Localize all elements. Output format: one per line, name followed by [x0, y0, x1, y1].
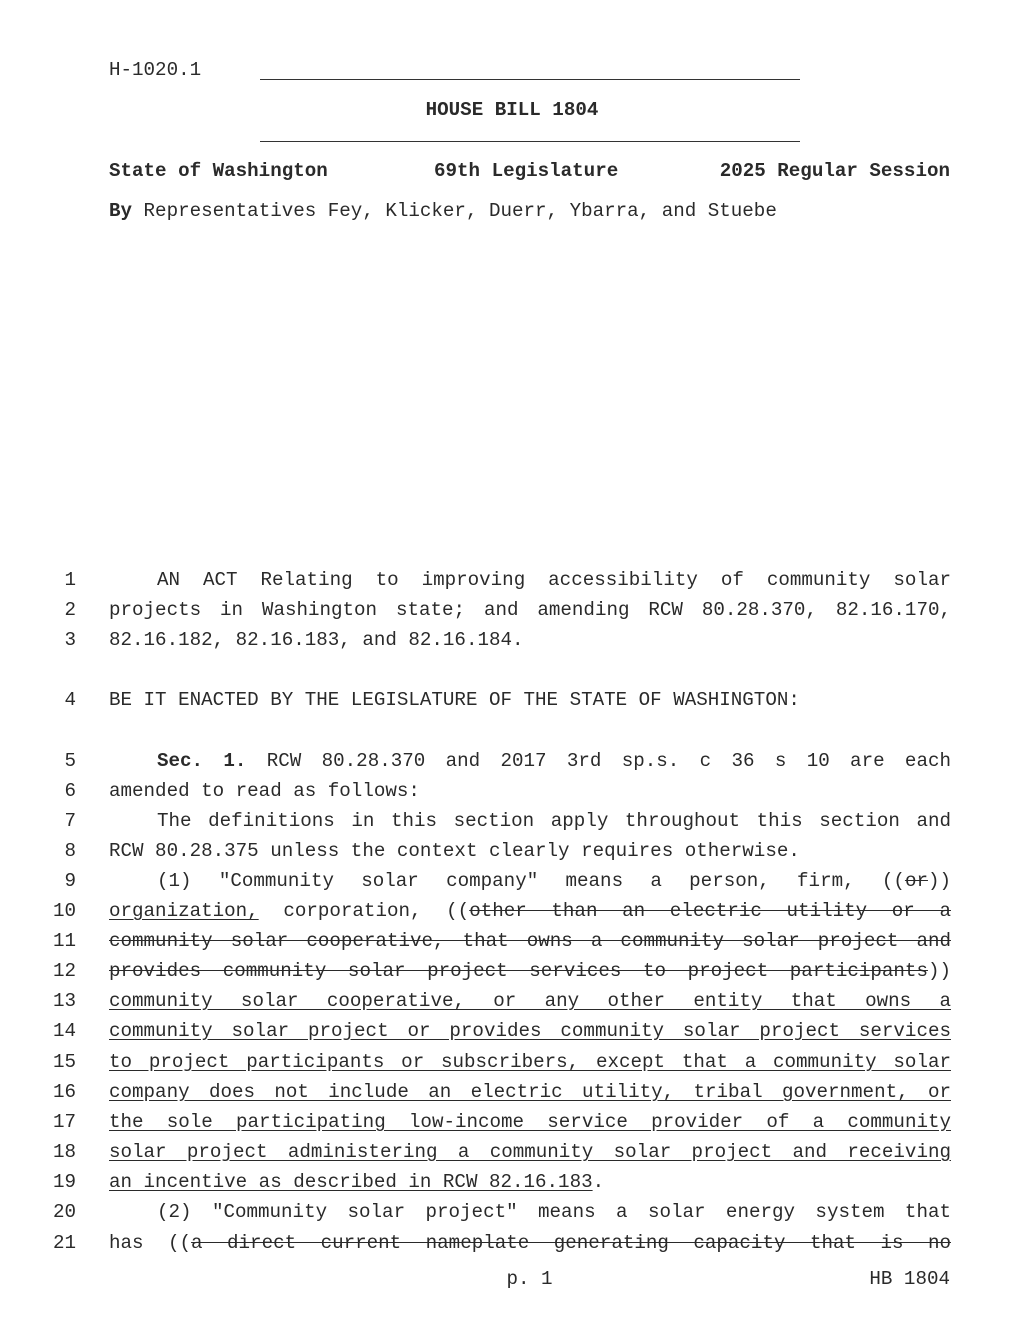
line-number: 12	[52, 960, 76, 982]
text-line: (2) "Community solar project" means a solar energy system that	[157, 1201, 951, 1223]
struck-text: a direct current nameplate generating capacity that is no	[191, 1232, 951, 1254]
section-heading	[109, 750, 951, 772]
struck-line: community solar cooperative, that owns a community solar project and	[109, 930, 951, 952]
line-number: 21	[52, 1232, 76, 1254]
footer-bill-id: HB 1804	[869, 1268, 950, 1290]
text-line: projects in Washington state; and amending RCW 80.28.370, 82.16.170,	[109, 599, 951, 621]
inserted-text: an incentive as described in RCW 82.16.183	[109, 1171, 593, 1193]
page-number: p. 1	[506, 1268, 553, 1290]
text-line: RCW 80.28.375 unless the context clearly requires otherwise.	[109, 840, 800, 862]
line-number: 20	[52, 1201, 76, 1223]
line-number: 1	[64, 569, 76, 591]
inserted-line: community solar project or provides community solar project services	[109, 1020, 951, 1042]
text-line: 82.16.182, 82.16.183, and 82.16.184.	[109, 629, 524, 651]
by-label: By	[109, 200, 133, 222]
text-segment: .	[592, 1171, 605, 1193]
inserted-line: solar project administering a community solar project and receiving	[109, 1141, 951, 1163]
text-line: The definitions in this section apply throughout this section and	[157, 810, 951, 832]
sponsors-line	[109, 200, 777, 222]
line-number: 17	[52, 1111, 76, 1133]
line-number: 7	[64, 810, 76, 832]
text-line	[109, 960, 951, 982]
bottom-rule	[260, 141, 800, 142]
line-number: 10	[52, 900, 76, 922]
bill-title: HOUSE BILL 1804	[425, 99, 599, 121]
inserted-line: company does not include an electric utility, tribal government, or	[109, 1081, 951, 1103]
text-line: amended to read as follows:	[109, 780, 420, 802]
struck-text: or	[904, 870, 928, 892]
inserted-text: organization,	[109, 900, 259, 922]
line-number: 5	[64, 750, 76, 772]
section-number: Sec. 1.	[157, 750, 247, 772]
text-line	[109, 900, 951, 922]
section-citation: RCW 80.28.370 and 2017 3rd sp.s. c 36 s 10 are each	[246, 750, 951, 772]
line-number: 18	[52, 1141, 76, 1163]
text-segment: corporation, ((	[258, 900, 470, 922]
text-line	[109, 1171, 951, 1193]
state-label: State of Washington	[109, 160, 328, 182]
text-segment: ))	[927, 870, 951, 892]
line-number: 14	[52, 1020, 76, 1042]
line-number: 4	[64, 689, 76, 711]
line-number: 8	[64, 840, 76, 862]
document-id: H-1020.1	[109, 59, 202, 81]
struck-text: provides community solar project services to project participants	[109, 960, 928, 982]
session-label: 2025 Regular Session	[719, 160, 950, 182]
text-line: AN ACT Relating to improving accessibility of community solar	[157, 569, 951, 591]
struck-text: other than an electric utility or a	[469, 900, 951, 922]
line-number: 3	[64, 629, 76, 651]
inserted-line: to project participants or subscribers, except that a community solar	[109, 1051, 951, 1073]
text-line	[109, 1232, 951, 1254]
text-segment: has ((	[109, 1232, 192, 1254]
inserted-line: community solar cooperative, or any other entity that owns a	[109, 990, 951, 1012]
top-rule	[260, 79, 800, 80]
line-number: 6	[64, 780, 76, 802]
enacting-clause: BE IT ENACTED BY THE LEGISLATURE OF THE STATE OF WASHINGTON:	[109, 689, 800, 711]
line-number: 13	[52, 990, 76, 1012]
text-segment: ))	[927, 960, 951, 982]
line-number: 2	[64, 599, 76, 621]
line-number: 9	[64, 870, 76, 892]
line-number: 11	[52, 930, 76, 952]
legislature-label: 69th Legislature	[434, 160, 619, 182]
inserted-line: the sole participating low-income service provider of a community	[109, 1111, 951, 1133]
line-number: 19	[52, 1171, 76, 1193]
line-number: 15	[52, 1051, 76, 1073]
text-line	[109, 870, 951, 892]
text-segment: (1) "Community solar company" means a person, firm, ((	[157, 870, 905, 892]
line-number: 16	[52, 1081, 76, 1103]
sponsors: Representatives Fey, Klicker, Duerr, Ybarra, and Stuebe	[143, 200, 777, 222]
